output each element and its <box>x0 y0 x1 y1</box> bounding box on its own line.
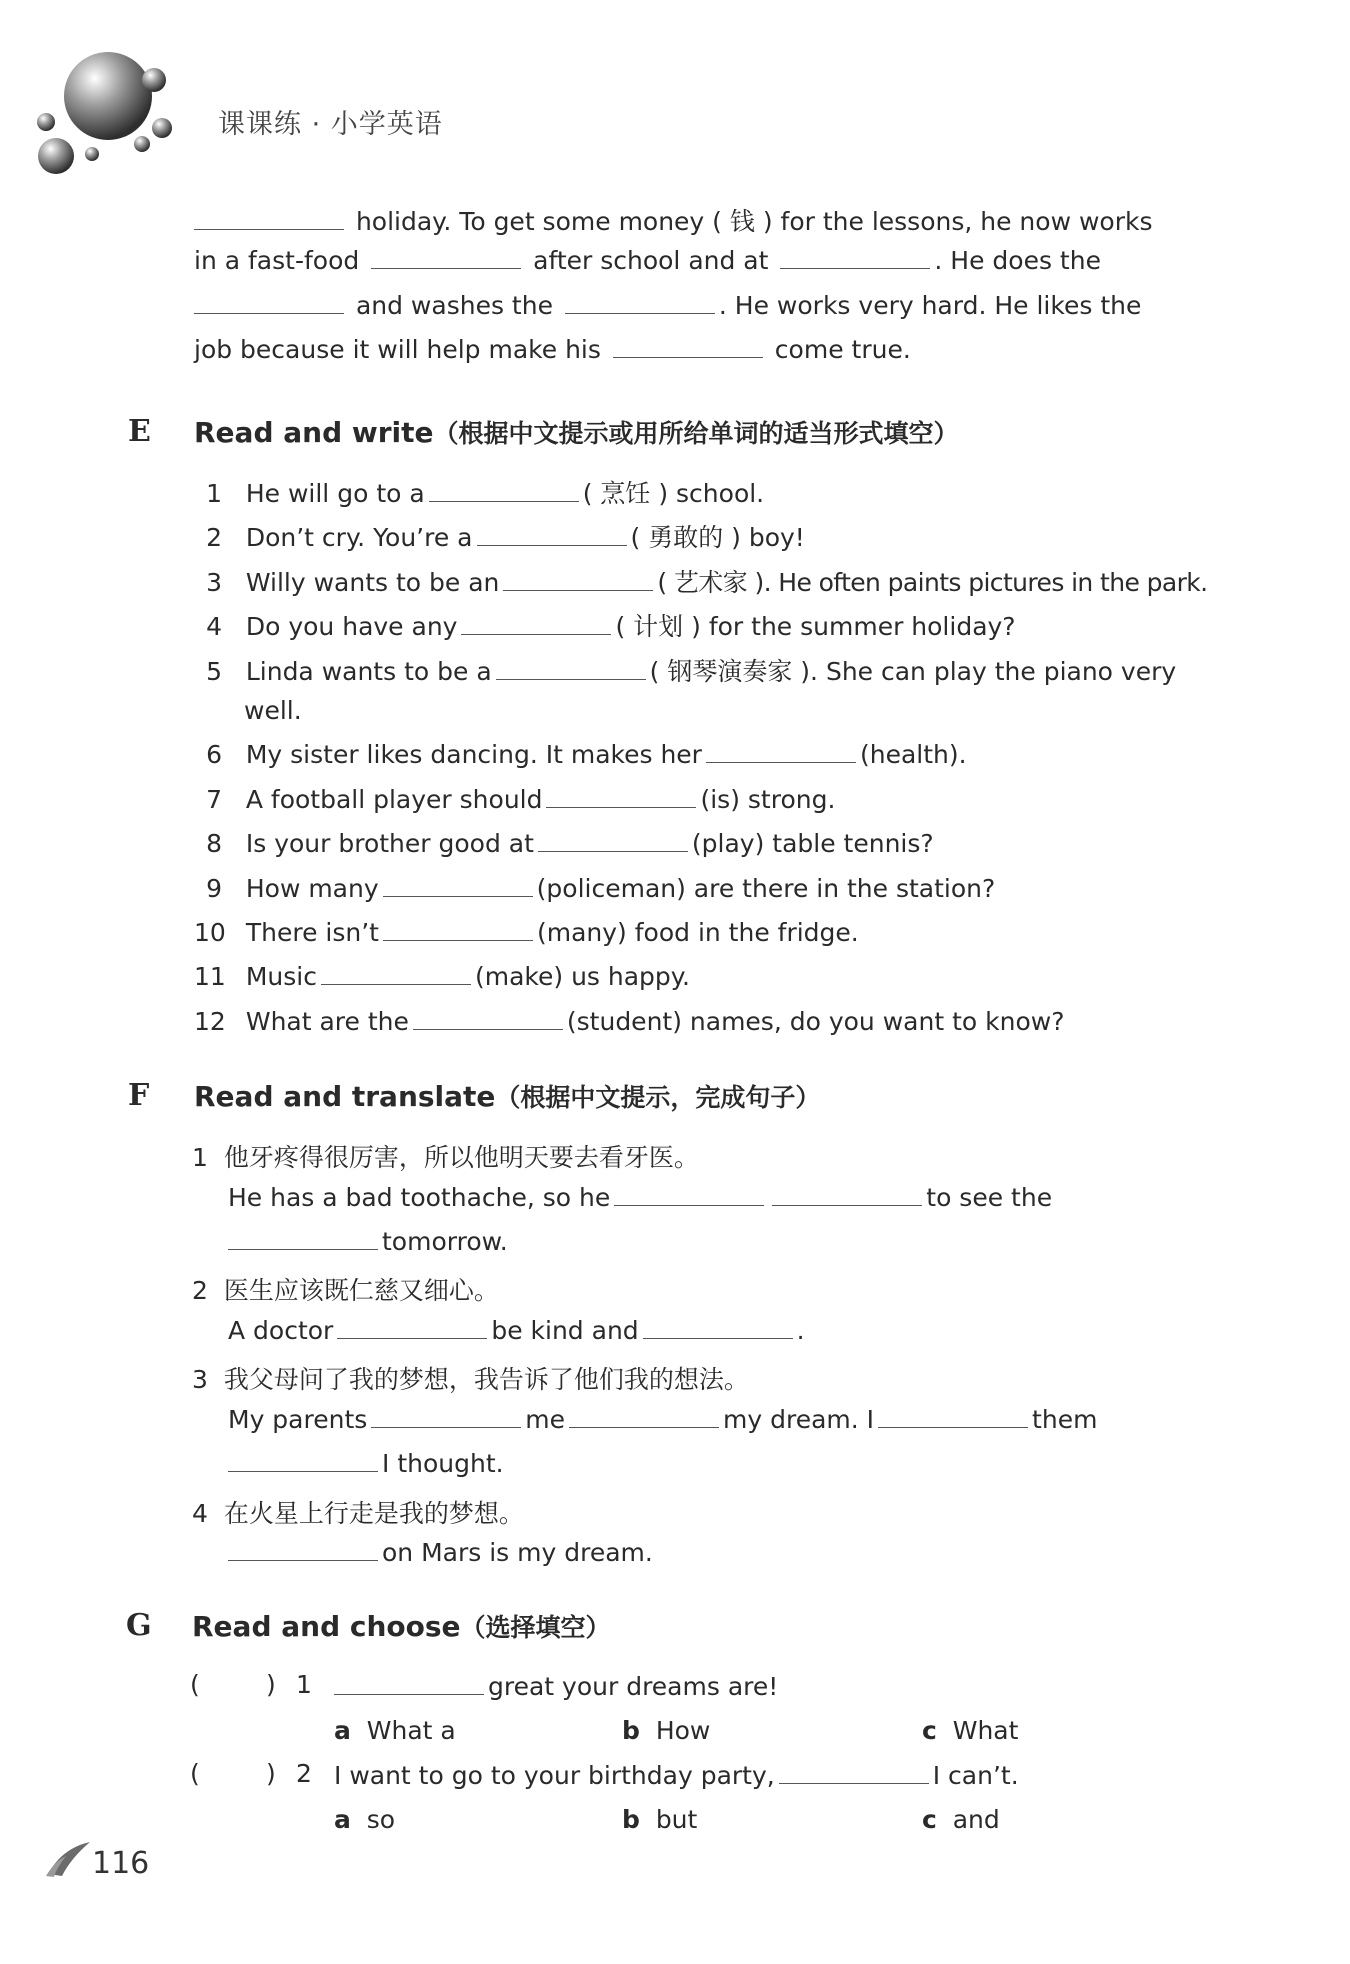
leaf-icon <box>44 1838 94 1878</box>
f-item-3-cn: 3 我父母问了我的梦想，我告诉了他们我的想法。 <box>192 1365 749 1394</box>
f-item-3-en2: I thought. <box>228 1449 504 1478</box>
section-g-letter: G <box>126 1608 152 1643</box>
e-item-5-cont: well. <box>244 696 302 725</box>
g-item-2-stem: I want to go to your birthday party, I can’t. <box>334 1761 1019 1790</box>
e-item-2: 2 Don’t cry. You’re a ( 勇敢的 ) boy! <box>206 523 805 552</box>
bubbles-decoration <box>36 50 186 180</box>
e-item-6: 6 My sister likes dancing. It makes her (health). <box>206 740 967 769</box>
e-item-9: 9 How many (policeman) are there in the station? <box>206 874 996 903</box>
f-item-1-en2: tomorrow. <box>228 1227 508 1256</box>
passage-line-3: and washes the . He works very hard. He likes the <box>194 291 1141 320</box>
header-title: 课课练 · 小学英语 <box>218 109 443 140</box>
f-item-2-en: A doctor be kind and . <box>228 1316 805 1345</box>
f-item-4-en: on Mars is my dream. <box>228 1538 653 1567</box>
f-item-1-cn: 1 他牙疼得很厉害，所以他明天要去看牙医。 <box>192 1143 699 1172</box>
passage-line-1: holiday. To get some money ( 钱 ) for the lessons, he now works <box>194 202 1153 238</box>
e-item-10: 10 There isn’t (many) food in the fridge. <box>194 918 859 947</box>
g-item-1-number: 1 <box>296 1670 312 1699</box>
g-item-2-paren-close: ) <box>266 1759 276 1788</box>
passage-line-4: job because it will help make his come true. <box>194 335 911 364</box>
page-number: 116 <box>92 1846 150 1881</box>
g-item-2-number: 2 <box>296 1759 312 1788</box>
g-item-2-option-c[interactable]: c and <box>922 1805 1000 1834</box>
section-g-title: Read and choose（选择填空） <box>192 1610 611 1643</box>
g-item-2-option-a[interactable]: a so <box>334 1805 396 1834</box>
f-item-1-en: He has a bad toothache, so he to see the <box>228 1183 1053 1212</box>
e-item-4: 4 Do you have any ( 计划 ) for the summer holiday? <box>206 612 1016 641</box>
e-item-8: 8 Is your brother good at (play) table tennis? <box>206 829 934 858</box>
e-item-11: 11 Music (make) us happy. <box>194 962 690 991</box>
f-item-2-cn: 2 医生应该既仁慈又细心。 <box>192 1276 499 1305</box>
e-item-3: 3 Willy wants to be an ( 艺术家 ). He often paints pictures in the park. <box>206 568 1208 597</box>
f-item-3-en: My parents me my dream. I them <box>228 1405 1098 1434</box>
section-e-title: Read and write（根据中文提示或用所给单词的适当形式填空） <box>194 416 959 449</box>
g-item-1-paren-open: ( <box>190 1670 200 1699</box>
g-item-2-paren-open: ( <box>190 1759 200 1788</box>
section-e-letter: E <box>128 414 151 449</box>
g-item-1-paren-close: ) <box>266 1670 276 1699</box>
g-item-1-stem: great your dreams are! <box>334 1672 778 1701</box>
f-item-4-cn: 4 在火星上行走是我的梦想。 <box>192 1499 524 1528</box>
e-item-5: 5 Linda wants to be a ( 钢琴演奏家 ). She can play the piano very <box>206 657 1177 686</box>
g-item-1-option-b[interactable]: b How <box>622 1716 711 1745</box>
g-item-2-option-b[interactable]: b but <box>622 1805 698 1834</box>
section-f-title: Read and translate（根据中文提示，完成句子） <box>194 1080 821 1113</box>
section-f-letter: F <box>128 1078 150 1113</box>
e-item-12: 12 What are the (student) names, do you want to know? <box>194 1007 1065 1036</box>
e-item-1: 1 He will go to a ( 烹饪 ) school. <box>206 479 765 508</box>
e-item-7: 7 A football player should (is) strong. <box>206 785 836 814</box>
g-item-1-option-a[interactable]: a What a <box>334 1716 456 1745</box>
passage-line-2: in a fast-food after school and at . He does the <box>194 246 1101 275</box>
g-item-1-option-c[interactable]: c What <box>922 1716 1019 1745</box>
